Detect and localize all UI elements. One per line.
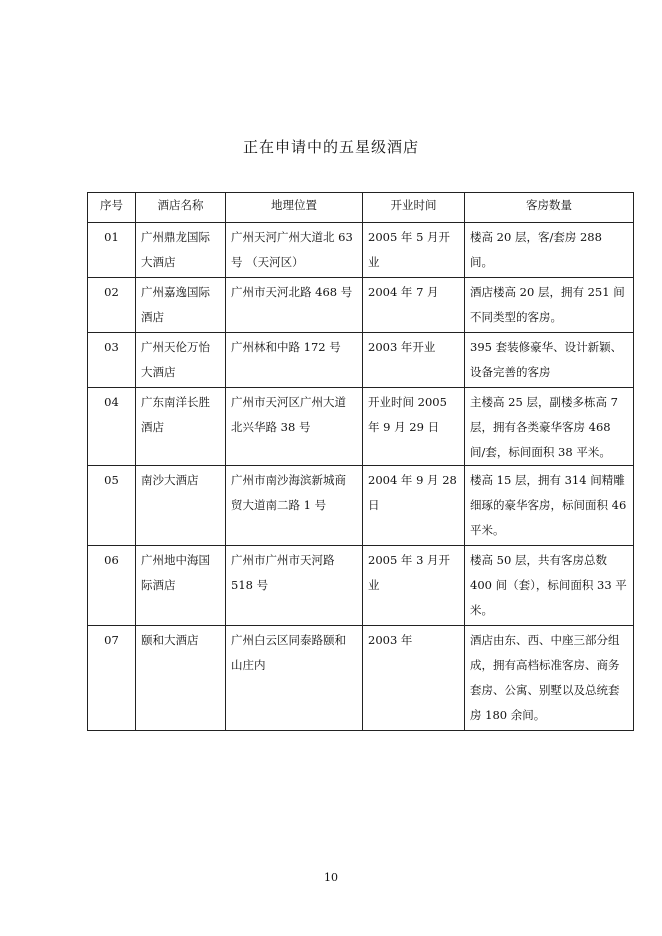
row-room-count: 酒店由东、西、中座三部分组成，拥有高档标准客房、商务套房、公寓、别墅以及总统套房 180 余间。 [465,626,634,731]
table-header-row [88,193,634,223]
row-no: 04 [88,388,136,466]
row-opening-date: 开业时间 2005 年 9 月 29 日 [363,388,465,466]
row-hotel-name: 南沙大酒店 [136,466,226,546]
row-hotel-name: 颐和大酒店 [136,626,226,731]
table-row [88,278,634,333]
row-no: 05 [88,466,136,546]
page-title: 正在申请中的五星级酒店 [242,138,419,156]
row-room-count: 楼高 20 层，客/套房 288 间。 [465,223,634,278]
row-opening-date: 2005 年 5 月开业 [363,223,465,278]
header-no: 序号 [88,193,136,223]
row-location: 广州天河广州大道北 63 号 （天河区） [226,223,363,278]
row-room-count [465,333,634,388]
room-count-text: 主楼高 25 层，副楼多栋高 7 层，拥有各类豪华客房 468 间/套，标间面积 38 平米。 [470,395,618,459]
row-room-count: 楼高 15 层，拥有 314 间精雕细琢的豪华客房，标间面积 46 平米。 [465,466,634,546]
row-hotel-name: 广州鼎龙国际大酒店 [136,223,226,278]
table-row [88,333,634,388]
row-hotel-name: 广州天伦万怡大酒店 [136,333,226,388]
hotel-table [87,192,634,731]
row-no: 07 [88,626,136,731]
header-opening-date: 开业时间 [363,193,465,223]
row-opening-date: 2005 年 3 月开业 [363,546,465,626]
row-opening-date: 2003 年 [363,626,465,731]
row-location: 广州市南沙海滨新城商贸大道南二路 1 号 [226,466,363,546]
row-room-count: 楼高 50 层，共有客房总数 400 间（套），标间面积 33 平米。 [465,546,634,626]
table-row [88,466,634,546]
row-opening-date: 2004 年 7 月 [363,278,465,333]
row-hotel-name: 广州地中海国际酒店 [136,546,226,626]
row-opening-date: 2004 年 9 月 28 日 [363,466,465,546]
header-room-count: 客房数量 [465,193,634,223]
row-location: 广州白云区同泰路颐和山庄内 [226,626,363,731]
row-opening-date: 2003 年开业 [363,333,465,388]
row-hotel-name: 广东南洋长胜酒店 [136,388,226,466]
table-row [88,626,634,731]
row-no: 02 [88,278,136,333]
row-location: 广州市广州市天河路 518 号 [226,546,363,626]
row-hotel-name: 广州嘉逸国际酒店 [136,278,226,333]
page-number: 10 [324,871,338,884]
table-row [88,388,634,466]
row-no: 06 [88,546,136,626]
room-count-text: 395 套装修豪华、设计新颖、设备完善的客房 [470,340,623,379]
table-row [88,223,634,278]
row-location: 广州市天河区广州大道北兴华路 38 号 [226,388,363,466]
row-location: 广州市天河北路 468 号 [226,278,363,333]
row-room-count: 酒店楼高 20 层，拥有 251 间不同类型的客房。 [465,278,634,333]
row-no: 01 [88,223,136,278]
row-no: 03 [88,333,136,388]
header-hotel-name: 酒店名称 [136,193,226,223]
row-room-count [465,388,634,466]
table-row [88,546,634,626]
row-location: 广州林和中路 172 号 [226,333,363,388]
header-location: 地理位置 [226,193,363,223]
